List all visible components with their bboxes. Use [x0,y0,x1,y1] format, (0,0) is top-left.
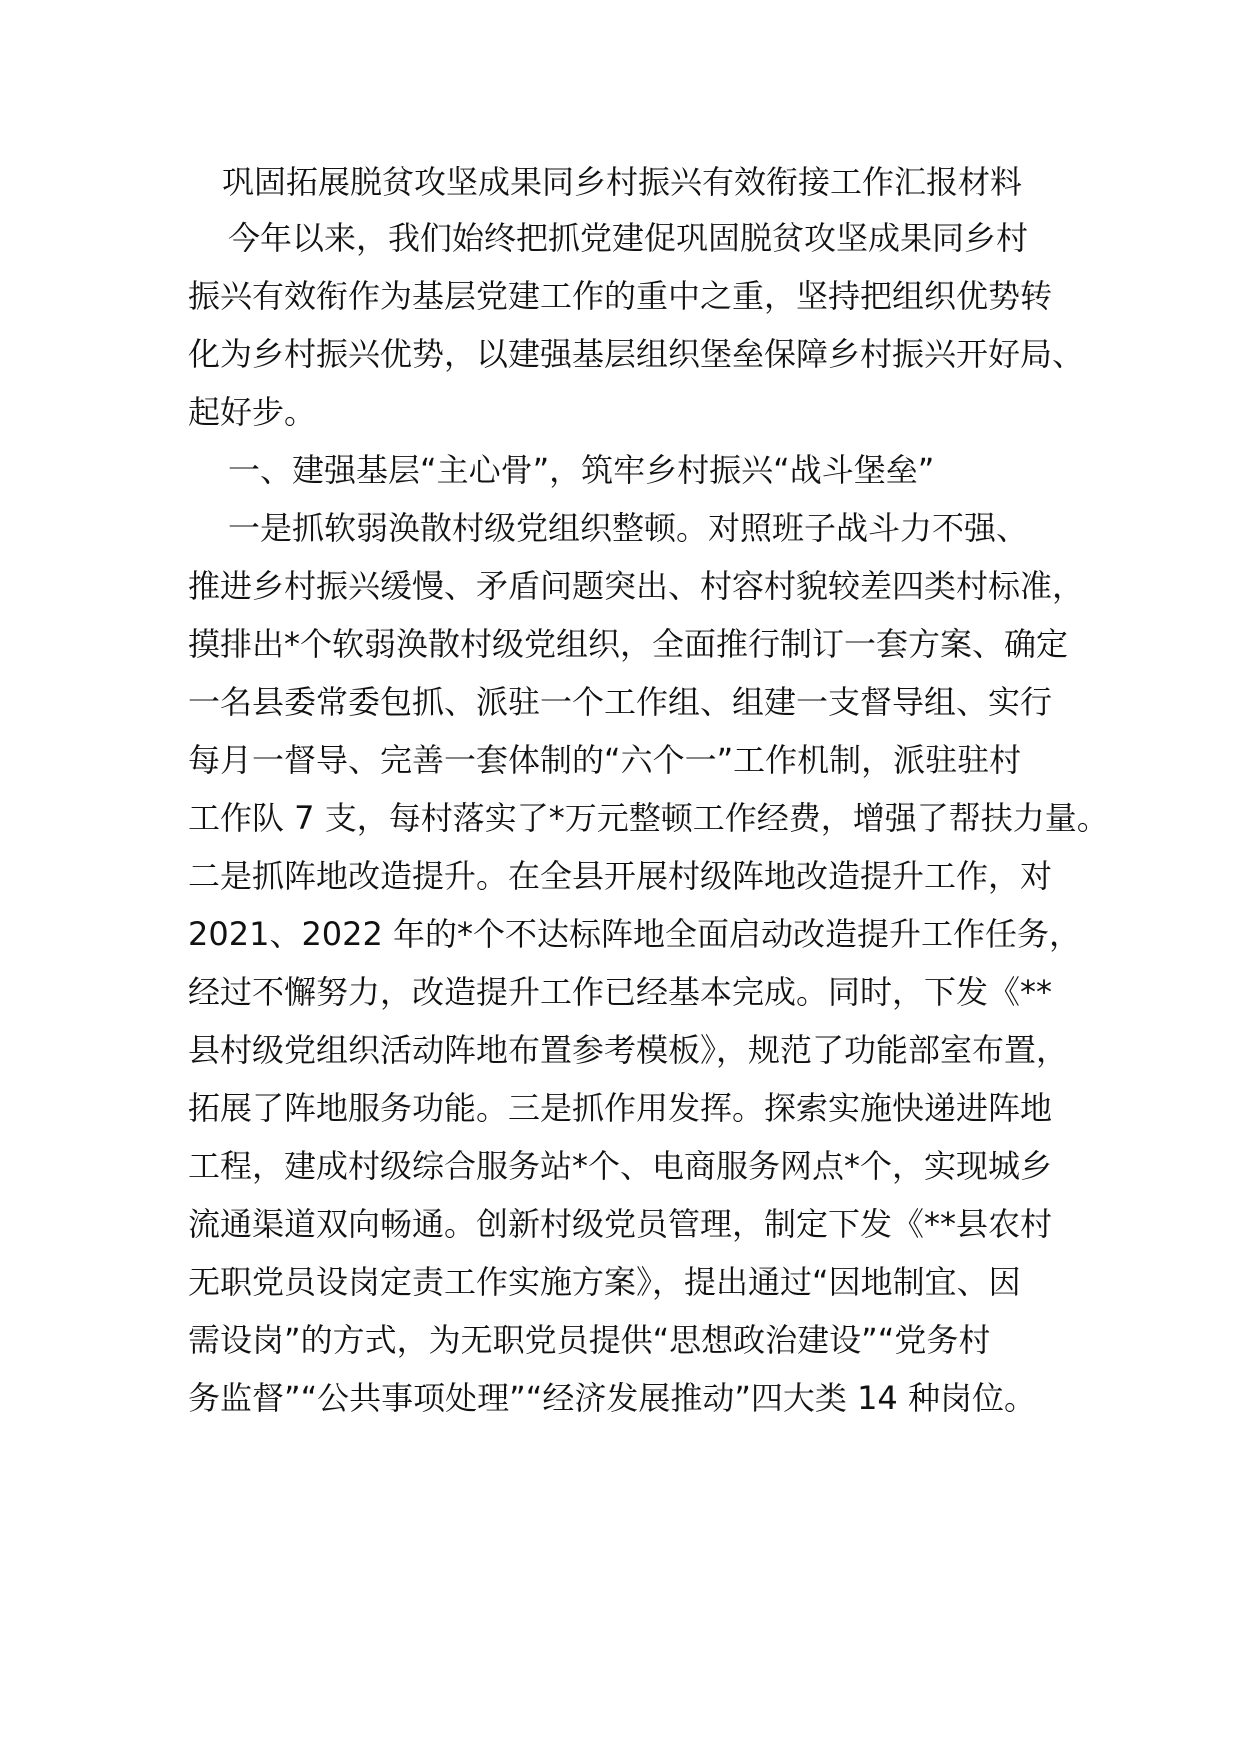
paragraph-line: 振兴有效衔作为基层党建工作的重中之重，坚持把组织优势转 [188,277,1053,315]
paragraph-line: 工作队 7 支，每村落实了*万元整顿工作经费，增强了帮扶力量。 [188,799,1109,837]
paragraph-line: 务监督”“公共事项处理”“经济发展推动”四大类 14 种岗位。 [188,1379,1036,1417]
section-heading: 一、建强基层“主心骨”，筑牢乡村振兴“战斗堡垒” [228,451,935,489]
document-title: 巩固拓展脱贫攻坚成果同乡村振兴有效衔接工作汇报材料 [222,163,1023,201]
paragraph-line: 每月一督导、完善一套体制的“六个一”工作机制，派驻驻村 [188,741,1022,779]
paragraph-line: 推进乡村振兴缓慢、矛盾问题突出、村容村貌较差四类村标准， [188,567,1085,605]
paragraph-line: 化为乡村振兴优势，以建强基层组织堡垒保障乡村振兴开好局、 [188,335,1085,373]
paragraph-line: 县村级党组织活动阵地布置参考模板》，规范了功能部室布置， [188,1031,1069,1069]
paragraph-line: 经过不懈努力，改造提升工作已经基本完成。同时，下发《** [188,973,1053,1011]
paragraph-line: 一名县委常委包抓、派驻一个工作组、组建一支督导组、实行 [188,683,1053,721]
paragraph-line: 工程，建成村级综合服务站*个、电商服务网点*个，实现城乡 [188,1147,1053,1185]
paragraph-line: 无职党员设岗定责工作实施方案》，提出通过“因地制宜、因 [188,1263,1021,1301]
paragraph-line: 需设岗”的方式，为无职党员提供“思想政治建设”“党务村 [188,1321,991,1359]
paragraph-line: 二是抓阵地改造提升。在全县开展村级阵地改造提升工作，对 [188,857,1053,895]
paragraph-line: 拓展了阵地服务功能。三是抓作用发挥。探索实施快递进阵地 [188,1089,1053,1127]
paragraph-line: 2021、2022 年的*个不达标阵地全面启动改造提升工作任务， [188,915,1082,953]
paragraph-line: 起好步。 [188,393,317,431]
paragraph-line: 一是抓软弱涣散村级党组织整顿。对照班子战斗力不强、 [228,509,1029,547]
paragraph-line: 流通渠道双向畅通。创新村级党员管理，制定下发《**县农村 [188,1205,1053,1243]
paragraph-line: 摸排出*个软弱涣散村级党组织，全面推行制订一套方案、确定 [188,625,1069,663]
paragraph-line: 今年以来，我们始终把抓党建促巩固脱贫攻坚成果同乡村 [228,219,1029,257]
